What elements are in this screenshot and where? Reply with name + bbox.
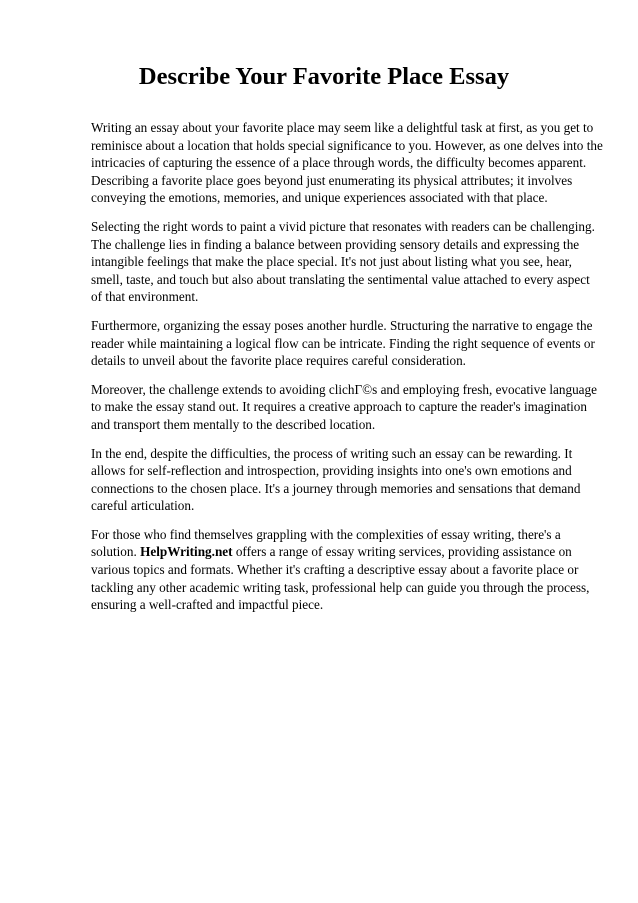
- text-line: intangible feelings that make the place special. It's not just about listing what you see, hear,: [91, 254, 572, 270]
- text-line: The challenge lies in finding a balance between providing sensory details and expressing the: [91, 236, 580, 252]
- paragraph-1: [91, 119, 603, 207]
- text-line: Selecting the right words to paint a vivid picture that resonates with readers can be challenging.: [91, 218, 595, 234]
- paragraph-2: [91, 218, 595, 306]
- essay-body: [91, 119, 603, 625]
- text-line: smell, taste, and touch but also about translating the sentimental value attached to every aspect: [91, 271, 590, 287]
- text-line: careful articulation.: [91, 498, 195, 514]
- paragraph-6: [91, 526, 591, 614]
- text-line: ensuring a well-crafted and impactful piece.: [91, 597, 324, 613]
- text-line: various topics and formats. Whether it's crafting a descriptive essay about a favorite place or: [91, 562, 579, 578]
- text-line: of that environment.: [91, 289, 199, 305]
- text-line: Describing a favorite place goes beyond just enumerating its physical attributes; it involves: [91, 172, 573, 188]
- text-line: connections to the chosen place. It's a journey through memories and sensations that demand: [91, 480, 581, 496]
- text-line: intricacies of capturing the essence of a place through words, the difficulty becomes apparent.: [91, 155, 587, 171]
- text-line: tackling any other academic writing task, professional help can guide you through the process,: [91, 579, 590, 595]
- paragraph-4: [91, 381, 597, 434]
- paragraph-5: [91, 445, 591, 515]
- text-line: to make the essay stand out. It requires a creative approach to capture the reader's imagination: [91, 399, 587, 415]
- text-line-with-link: [91, 543, 591, 561]
- text-line: In the end, despite the difficulties, the process of writing such an essay can be rewarding. It: [91, 445, 573, 461]
- text-line: and transport them mentally to the described location.: [91, 416, 376, 432]
- text-line: reader while maintaining a logical flow can be intricate. Finding the right sequence of events or: [91, 335, 595, 351]
- text-line: details to unveil about the favorite place requires careful consideration.: [91, 353, 466, 369]
- text-line: conveying the emotions, memories, and unique experiences associated with that place.: [91, 190, 548, 206]
- text-line: Writing an essay about your favorite place may seem like a delightful task at first, as you get to: [91, 120, 594, 135]
- page-title: Describe Your Favorite Place Essay: [138, 63, 510, 90]
- text-line: reminisce about a location that holds special significance to you. However, as one delves into the: [91, 137, 603, 153]
- text-line: Moreover, the challenge extends to avoiding clichΓ©s and employing fresh, evocative language: [91, 381, 597, 397]
- text-line: Furthermore, organizing the essay poses another hurdle. Structuring the narrative to engage the: [91, 317, 593, 333]
- text-fragment: offers a range of essay writing services, providing assistance on: [232, 544, 572, 560]
- text-line: For those who find themselves grappling with the complexities of essay writing, there's a: [91, 526, 561, 542]
- helpwriting-link[interactable]: HelpWriting.net: [140, 544, 233, 560]
- text-line: allows for self-reflection and introspection, providing insights into one's own emotions and: [91, 463, 572, 479]
- text-fragment: solution.: [91, 544, 141, 560]
- paragraph-3: [91, 317, 595, 370]
